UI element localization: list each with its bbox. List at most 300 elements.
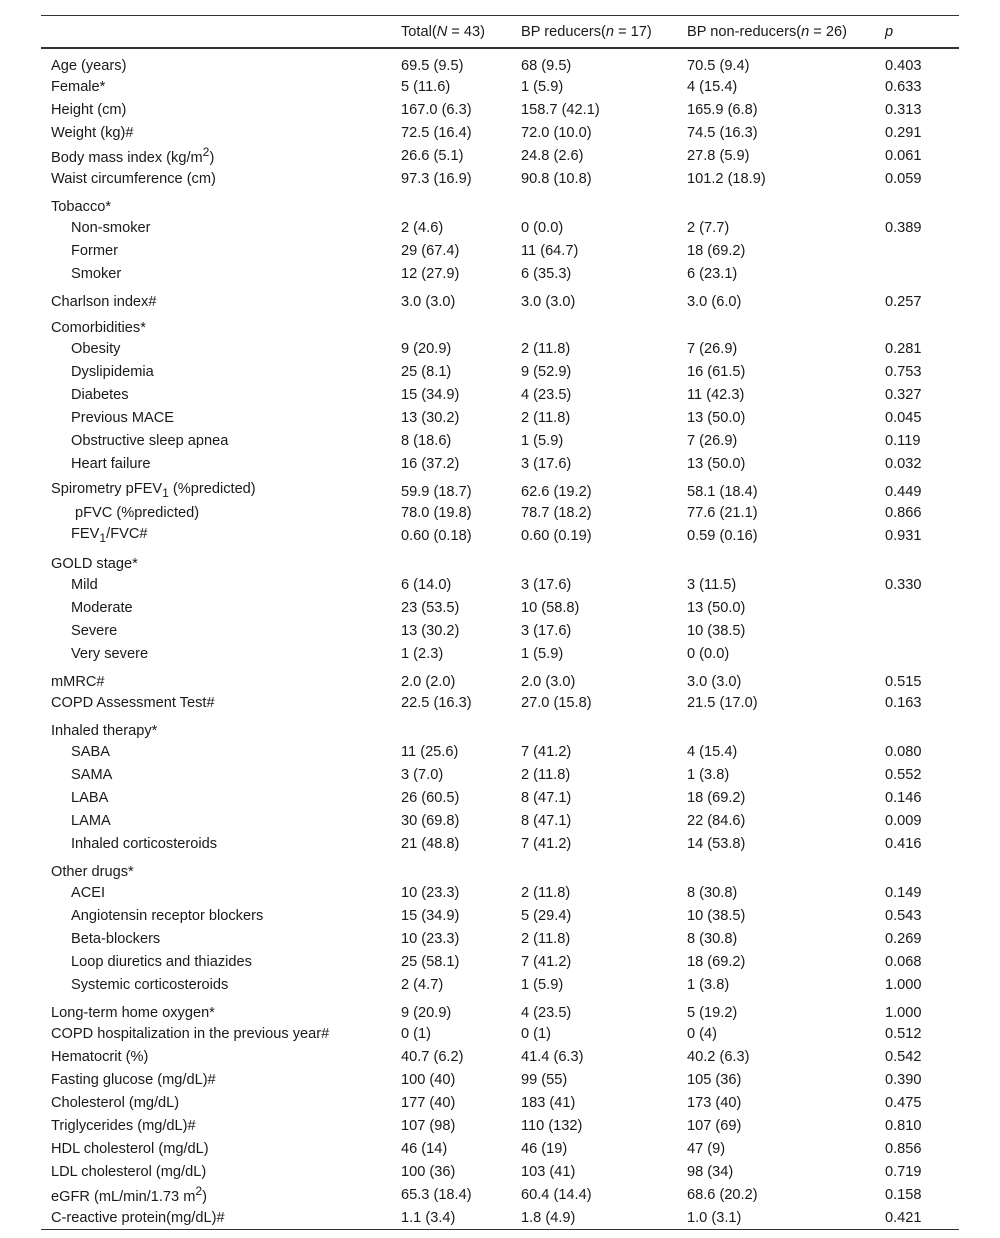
cell-bp-non-reducers: 0.59 (0.16)	[687, 527, 758, 544]
cell-total: 15 (34.9)	[401, 907, 460, 924]
cell-bp-reducers: 41.4 (6.3)	[521, 1048, 584, 1065]
cell-p-value: 0.753	[885, 363, 922, 380]
row-label-superscript: 2	[195, 1184, 203, 1199]
row-label: Loop diuretics and thiazides	[71, 953, 252, 970]
cell-bp-reducers: 60.4 (14.4)	[521, 1186, 592, 1203]
cell-total: 97.3 (16.9)	[401, 170, 472, 187]
cell-p-value: 0.149	[885, 884, 922, 901]
cell-p-value: 0.542	[885, 1048, 922, 1065]
table-row	[41, 740, 959, 763]
row-label: Beta-blockers	[71, 930, 161, 947]
table-row	[41, 809, 959, 832]
cell-bp-reducers: 24.8 (2.6)	[521, 147, 584, 164]
cell-bp-reducers: 2 (11.8)	[521, 409, 571, 426]
table-row	[41, 619, 959, 642]
row-label: Fasting glucose (mg/dL)#	[51, 1071, 216, 1088]
cell-bp-non-reducers: 16 (61.5)	[687, 363, 746, 380]
cell-bp-non-reducers: 8 (30.8)	[687, 930, 738, 947]
cell-total: 13 (30.2)	[401, 409, 460, 426]
cell-p-value: 0.389	[885, 219, 922, 236]
cell-p-value: 0.810	[885, 1117, 922, 1134]
cell-bp-non-reducers: 14 (53.8)	[687, 835, 746, 852]
cell-total: 177 (40)	[401, 1094, 456, 1111]
cell-p-value: 0.403	[885, 58, 922, 74]
cell-bp-reducers: 11 (64.7)	[521, 242, 579, 259]
cell-bp-reducers: 10 (58.8)	[521, 599, 580, 616]
cell-p-value: 0.515	[885, 674, 922, 690]
row-label: Very severe	[71, 645, 149, 662]
cell-bp-non-reducers: 105 (36)	[687, 1071, 742, 1088]
cell-bp-non-reducers: 74.5 (16.3)	[687, 124, 758, 141]
cell-bp-non-reducers: 18 (69.2)	[687, 242, 746, 259]
row-label: Former	[71, 242, 119, 259]
row-label: Female*	[51, 78, 106, 95]
cell-bp-reducers: 0 (1)	[521, 1025, 552, 1042]
row-label-subscript: 1	[162, 486, 169, 500]
cell-total: 13 (30.2)	[401, 622, 460, 639]
cell-total: 0 (1)	[401, 1025, 432, 1042]
row-label: Triglycerides (mg/dL)#	[51, 1117, 196, 1134]
table-row	[41, 383, 959, 406]
cell-p-value: 0.421	[885, 1209, 922, 1226]
cell-p-value	[875, 547, 959, 573]
cell-bp-reducers: 1 (5.9)	[521, 432, 564, 449]
cell-bp-reducers: 2 (11.8)	[521, 766, 571, 783]
row-label: COPD hospitalization in the previous year#	[51, 1025, 330, 1042]
cell-p-value: 0.719	[885, 1163, 922, 1180]
cell-p-value: 0.543	[885, 907, 922, 924]
cell-total: 100 (40)	[401, 1071, 456, 1088]
table-row	[41, 1022, 959, 1045]
cell-bp-reducers: 72.0 (10.0)	[521, 124, 592, 141]
header-total	[391, 16, 511, 49]
row-label: Inhaled therapy*	[51, 723, 158, 739]
table-row	[41, 167, 959, 190]
cell-total: 22.5 (16.3)	[401, 694, 472, 711]
cell-bp-non-reducers: 13 (50.0)	[687, 409, 746, 426]
row-label: Smoker	[71, 265, 122, 282]
header-bp-non-reducers	[677, 16, 875, 49]
table-row	[41, 337, 959, 360]
row-label: mMRC#	[51, 674, 105, 690]
row-label-superscript: 2	[202, 145, 210, 160]
row-label: HDL cholesterol (mg/dL)	[51, 1140, 209, 1157]
table-row	[41, 98, 959, 121]
cell-total: 107 (98)	[401, 1117, 456, 1134]
table-header	[41, 16, 959, 49]
row-label: Non-smoker	[71, 219, 151, 236]
cell-bp-non-reducers: 5 (19.2)	[687, 1005, 738, 1021]
row-label: LDL cholesterol (mg/dL)	[51, 1163, 207, 1180]
row-label: Waist circumference (cm)	[51, 170, 216, 187]
table-row	[41, 832, 959, 855]
cell-bp-non-reducers: 10 (38.5)	[687, 622, 746, 639]
cell-p-value: 0.931	[885, 527, 922, 544]
cell-bp-reducers: 0 (0.0)	[521, 219, 564, 236]
row-label: Long-term home oxygen*	[51, 1005, 215, 1021]
table-row	[41, 429, 959, 452]
cell-p-value: 0.327	[885, 386, 922, 403]
cell-total: 21 (48.8)	[401, 835, 460, 852]
cell-bp-reducers: 1 (5.9)	[521, 976, 564, 993]
cell-total: 25 (8.1)	[401, 363, 452, 380]
row-label: Obesity	[71, 340, 121, 357]
cell-total: 15 (34.9)	[401, 386, 460, 403]
cell-bp-non-reducers: 18 (69.2)	[687, 789, 746, 806]
row-label: Weight (kg)#	[51, 124, 134, 141]
cell-p-value: 0.146	[885, 789, 922, 806]
cell-bp-non-reducers: 18 (69.2)	[687, 953, 746, 970]
cell-bp-non-reducers: 6 (23.1)	[687, 265, 738, 282]
row-label: Systemic corticosteroids	[71, 976, 229, 993]
cell-p-value: 0.449	[885, 484, 922, 500]
table-row	[41, 48, 959, 75]
header-p-value: p	[885, 23, 894, 40]
cell-p-value: 0.163	[885, 694, 922, 711]
cell-bp-reducers: 7 (41.2)	[521, 953, 572, 970]
cell-bp-non-reducers: 173 (40)	[687, 1094, 742, 1111]
cell-bp-reducers: 8 (47.1)	[521, 812, 572, 829]
row-label-suffix: )	[202, 1188, 207, 1205]
cell-p-value	[875, 596, 959, 619]
cell-total: 8 (18.6)	[401, 432, 452, 449]
row-label: Heart failure	[71, 455, 151, 472]
cell-total: 26.6 (5.1)	[401, 147, 464, 164]
cell-p-value: 0.080	[885, 743, 922, 760]
cell-bp-non-reducers: 22 (84.6)	[687, 812, 746, 829]
cell-total: 12 (27.9)	[401, 265, 460, 282]
cell-bp-non-reducers: 40.2 (6.3)	[687, 1048, 750, 1065]
cell-p-value: 0.269	[885, 930, 922, 947]
row-label: COPD Assessment Test#	[51, 694, 215, 711]
table-row	[41, 665, 959, 691]
header-bp-reducers	[511, 16, 677, 49]
header-total-text: Total(	[401, 23, 437, 40]
cell-bp-non-reducers: 3.0 (6.0)	[687, 294, 742, 310]
cell-bp-non-reducers	[677, 190, 875, 216]
cell-bp-non-reducers: 8 (30.8)	[687, 884, 738, 901]
table-row	[41, 547, 959, 573]
cell-bp-reducers	[511, 190, 677, 216]
cell-total: 10 (23.3)	[401, 930, 460, 947]
header-non-reducers-text: BP non-reducers(	[687, 23, 802, 40]
header-reducers-count: = 17)	[614, 23, 652, 40]
cell-p-value	[875, 190, 959, 216]
cell-bp-reducers: 8 (47.1)	[521, 789, 572, 806]
cell-bp-non-reducers: 101.2 (18.9)	[687, 170, 766, 187]
cell-total: 10 (23.3)	[401, 884, 460, 901]
cell-total: 65.3 (18.4)	[401, 1186, 472, 1203]
cell-bp-reducers: 27.0 (15.8)	[521, 694, 592, 711]
table-row	[41, 1206, 959, 1230]
row-label: Angiotensin receptor blockers	[71, 907, 264, 924]
cell-bp-reducers: 6 (35.3)	[521, 265, 572, 282]
cell-bp-reducers	[511, 311, 677, 337]
cell-total: 23 (53.5)	[401, 599, 460, 616]
cell-p-value: 0.257	[885, 294, 922, 310]
cell-total: 1.1 (3.4)	[401, 1209, 456, 1226]
header-reducers-var: n	[605, 23, 615, 40]
cell-total: 29 (67.4)	[401, 242, 460, 259]
row-label-suffix: (%predicted)	[168, 481, 256, 498]
cell-total: 72.5 (16.4)	[401, 124, 472, 141]
table-row	[41, 881, 959, 904]
cell-p-value: 1.000	[885, 976, 922, 993]
table-row	[41, 950, 959, 973]
cell-bp-reducers: 0.60 (0.19)	[521, 527, 592, 544]
cell-bp-non-reducers: 21.5 (17.0)	[687, 694, 758, 711]
cell-total: 78.0 (19.8)	[401, 504, 472, 521]
row-label: LABA	[71, 789, 109, 806]
cell-total: 25 (58.1)	[401, 953, 460, 970]
table-row	[41, 1091, 959, 1114]
row-label-subscript: 1	[99, 530, 107, 545]
cell-p-value: 0.061	[885, 147, 922, 164]
cell-total: 46 (14)	[401, 1140, 448, 1157]
cell-p-value: 0.313	[885, 101, 922, 118]
baseline-characteristics-table	[41, 15, 959, 1230]
row-label: SABA	[71, 743, 110, 760]
cell-bp-non-reducers: 7 (26.9)	[687, 340, 738, 357]
table-row	[41, 1160, 959, 1183]
table-row	[41, 216, 959, 239]
cell-bp-reducers: 9 (52.9)	[521, 363, 572, 380]
cell-total	[391, 547, 511, 573]
cell-p-value: 0.856	[885, 1140, 922, 1157]
cell-p-value	[875, 714, 959, 740]
header-non-reducers-var: n	[801, 23, 810, 40]
row-label: GOLD stage*	[51, 556, 138, 572]
table-row	[41, 452, 959, 475]
header-total-count: = 43)	[447, 23, 485, 40]
table-row	[41, 763, 959, 786]
table-row	[41, 1045, 959, 1068]
table-row	[41, 121, 959, 144]
cell-bp-non-reducers	[677, 855, 875, 881]
cell-bp-reducers: 3 (17.6)	[521, 455, 572, 472]
cell-bp-reducers: 103 (41)	[521, 1163, 576, 1180]
cell-total: 26 (60.5)	[401, 789, 460, 806]
cell-bp-non-reducers: 47 (9)	[687, 1140, 726, 1157]
table-row	[41, 1114, 959, 1137]
cell-bp-reducers: 183 (41)	[521, 1094, 576, 1111]
cell-bp-reducers: 68 (9.5)	[521, 58, 572, 74]
cell-bp-non-reducers	[677, 714, 875, 740]
cell-total: 59.9 (18.7)	[401, 484, 472, 500]
header-total-var: N	[436, 23, 448, 40]
table-row	[41, 262, 959, 285]
cell-bp-non-reducers: 4 (15.4)	[687, 78, 738, 95]
header-reducers-text: BP reducers(	[521, 23, 606, 40]
cell-bp-reducers: 90.8 (10.8)	[521, 170, 592, 187]
table-row	[41, 996, 959, 1022]
table-body	[41, 48, 959, 1230]
cell-bp-non-reducers: 1 (3.8)	[687, 976, 730, 993]
cell-bp-reducers: 3 (17.6)	[521, 622, 572, 639]
cell-bp-reducers: 5 (29.4)	[521, 907, 572, 924]
cell-bp-non-reducers: 0 (0.0)	[687, 645, 730, 662]
cell-p-value	[875, 262, 959, 285]
cell-bp-non-reducers: 10 (38.5)	[687, 907, 746, 924]
cell-bp-reducers: 4 (23.5)	[521, 386, 572, 403]
row-label-suffix: /FVC#	[106, 526, 148, 543]
cell-p-value: 0.633	[885, 78, 922, 95]
table-row	[41, 927, 959, 950]
cell-bp-reducers: 7 (41.2)	[521, 743, 572, 760]
cell-bp-reducers: 1 (5.9)	[521, 78, 564, 95]
table-row	[41, 573, 959, 596]
cell-p-value: 0.068	[885, 953, 922, 970]
cell-total: 1 (2.3)	[401, 645, 444, 662]
baseline-characteristics-table-container	[41, 15, 959, 1230]
table-row	[41, 239, 959, 262]
row-label: LAMA	[71, 812, 111, 829]
cell-bp-non-reducers: 27.8 (5.9)	[687, 147, 750, 164]
cell-total: 3.0 (3.0)	[401, 294, 456, 310]
table-row	[41, 360, 959, 383]
table-row	[41, 1137, 959, 1160]
header-non-reducers-count: = 26)	[809, 23, 847, 40]
cell-total: 0.60 (0.18)	[401, 527, 472, 544]
cell-total: 167.0 (6.3)	[401, 101, 472, 118]
row-label: Hematocrit (%)	[51, 1048, 149, 1065]
row-label	[41, 144, 391, 167]
cell-total	[391, 855, 511, 881]
row-label: Age (years)	[51, 58, 127, 74]
table-row	[41, 904, 959, 927]
cell-p-value	[875, 642, 959, 665]
table-row	[41, 786, 959, 809]
cell-bp-reducers: 99 (55)	[521, 1071, 568, 1088]
row-label: ACEI	[71, 884, 106, 901]
row-label	[41, 1183, 391, 1206]
cell-bp-non-reducers: 58.1 (18.4)	[687, 484, 758, 500]
table-row	[41, 973, 959, 996]
table-row	[41, 691, 959, 714]
cell-total: 100 (36)	[401, 1163, 456, 1180]
row-label-text: FEV	[71, 526, 100, 543]
cell-total	[391, 190, 511, 216]
cell-p-value: 0.512	[885, 1025, 922, 1042]
cell-bp-non-reducers: 107 (69)	[687, 1117, 742, 1134]
header-variable	[41, 16, 391, 49]
row-label-text: Spirometry pFEV	[51, 481, 163, 498]
cell-bp-non-reducers: 2 (7.7)	[687, 219, 730, 236]
row-label-text: Body mass index (kg/m	[51, 149, 203, 166]
cell-total: 2 (4.7)	[401, 976, 444, 993]
cell-p-value: 0.059	[885, 170, 922, 187]
row-label: Moderate	[71, 599, 133, 616]
table-row	[41, 75, 959, 98]
cell-bp-non-reducers: 4 (15.4)	[687, 743, 738, 760]
cell-total: 9 (20.9)	[401, 1005, 452, 1021]
table-row	[41, 1183, 959, 1206]
row-label: Height (cm)	[51, 101, 127, 118]
cell-p-value: 0.416	[885, 835, 922, 852]
cell-p-value: 0.119	[885, 432, 921, 449]
cell-bp-non-reducers	[677, 311, 875, 337]
row-label-text: eGFR (mL/min/1.73 m	[51, 1188, 196, 1205]
table-row	[41, 524, 959, 547]
cell-bp-reducers: 2 (11.8)	[521, 340, 571, 357]
cell-bp-reducers: 3 (17.6)	[521, 576, 572, 593]
cell-p-value: 0.330	[885, 576, 922, 593]
row-label: Obstructive sleep apnea	[71, 432, 229, 449]
table-row	[41, 714, 959, 740]
table-row	[41, 475, 959, 501]
cell-bp-reducers: 78.7 (18.2)	[521, 504, 592, 521]
cell-p-value: 0.390	[885, 1071, 922, 1088]
row-label: Other drugs*	[51, 864, 134, 880]
table-row	[41, 642, 959, 665]
cell-bp-reducers: 7 (41.2)	[521, 835, 572, 852]
cell-p-value	[875, 619, 959, 642]
cell-bp-reducers: 110 (132)	[521, 1117, 583, 1134]
table-row	[41, 1068, 959, 1091]
cell-p-value: 1.000	[885, 1005, 922, 1021]
cell-p-value	[875, 855, 959, 881]
cell-p-value: 0.475	[885, 1094, 922, 1111]
table-row	[41, 406, 959, 429]
cell-bp-reducers: 2.0 (3.0)	[521, 674, 576, 690]
cell-bp-non-reducers: 70.5 (9.4)	[687, 58, 750, 74]
cell-bp-non-reducers: 13 (50.0)	[687, 599, 746, 616]
table-row	[41, 311, 959, 337]
cell-p-value: 0.866	[885, 504, 922, 521]
cell-bp-reducers: 1 (5.9)	[521, 645, 564, 662]
cell-bp-non-reducers: 0 (4)	[687, 1025, 718, 1042]
cell-total	[391, 714, 511, 740]
row-label: Mild	[71, 576, 98, 593]
cell-bp-reducers: 62.6 (19.2)	[521, 484, 592, 500]
row-label: Charlson index#	[51, 294, 157, 310]
cell-bp-reducers: 158.7 (42.1)	[521, 101, 600, 118]
table-row	[41, 596, 959, 619]
cell-bp-reducers	[511, 547, 677, 573]
cell-total: 30 (69.8)	[401, 812, 460, 829]
cell-bp-reducers: 2 (11.8)	[521, 884, 571, 901]
cell-bp-reducers: 3.0 (3.0)	[521, 294, 576, 310]
table-row	[41, 501, 959, 524]
cell-p-value: 0.045	[885, 409, 922, 426]
cell-bp-non-reducers: 98 (34)	[687, 1163, 734, 1180]
row-label: pFVC (%predicted)	[75, 504, 200, 521]
cell-bp-non-reducers: 77.6 (21.1)	[687, 504, 758, 521]
cell-total: 40.7 (6.2)	[401, 1048, 464, 1065]
cell-p-value: 0.009	[885, 812, 922, 829]
cell-bp-non-reducers: 3.0 (3.0)	[687, 674, 742, 690]
row-label: SAMA	[71, 766, 113, 783]
row-label-suffix: )	[209, 149, 215, 166]
cell-bp-non-reducers: 1.0 (3.1)	[687, 1209, 742, 1226]
cell-total: 3 (7.0)	[401, 766, 444, 783]
cell-bp-reducers: 4 (23.5)	[521, 1005, 572, 1021]
cell-total: 5 (11.6)	[401, 78, 451, 95]
cell-p-value	[875, 239, 959, 262]
cell-bp-non-reducers: 11 (42.3)	[687, 386, 745, 403]
row-label: Dyslipidemia	[71, 363, 154, 380]
table-row	[41, 855, 959, 881]
cell-p-value: 0.291	[885, 124, 922, 141]
table-row	[41, 144, 959, 167]
table-row	[41, 190, 959, 216]
cell-bp-reducers	[511, 714, 677, 740]
cell-bp-reducers: 2 (11.8)	[521, 930, 571, 947]
row-label: Cholesterol (mg/dL)	[51, 1094, 180, 1111]
cell-p-value: 0.281	[885, 340, 922, 357]
cell-bp-non-reducers: 3 (11.5)	[687, 576, 737, 593]
row-label: Previous MACE	[71, 409, 174, 426]
